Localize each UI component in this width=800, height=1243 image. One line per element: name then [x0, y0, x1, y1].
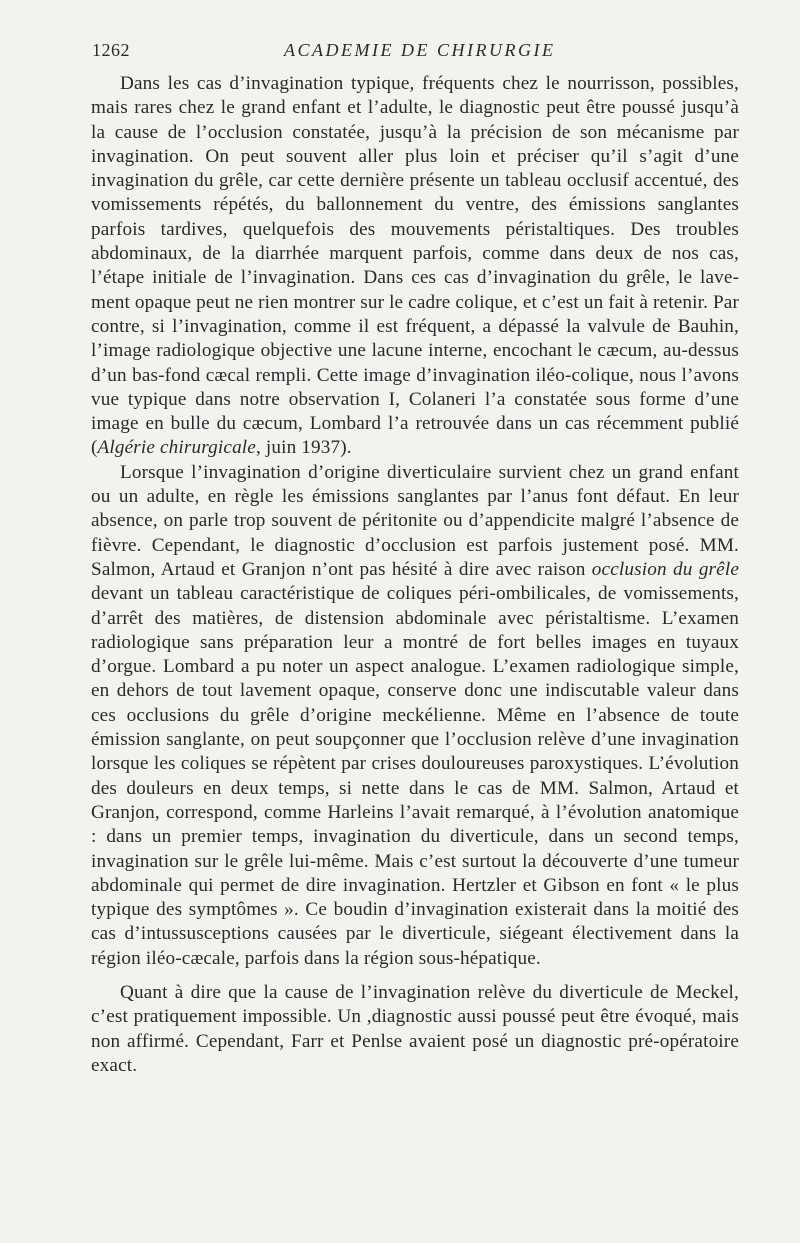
running-title: ACADEMIE DE CHIRURGIE: [284, 40, 556, 60]
paragraph-1-end: , juin 1937).: [255, 437, 352, 459]
page-number: 1262: [92, 40, 130, 60]
paragraph-3: [91, 981, 739, 1078]
body-text: [91, 72, 739, 1078]
paragraph-2-end: devant un tableau caractéristique de coliques péri-ombilicales, de vomissements, d’arrêt des matières, de distension abdominale avec péristaltisme. L’examen radiologique sans préparation leur a montré de fort belles images en tuyaux d’orgue. Lombard a pu noter un aspect analogue. L’examen radiologique simple, en dehors de tout lavement opaque, conserve donc une indiscutable valeur dans ces occlusions du grêle d’origine meckélienne. Même en l’absence de toute émission sanglante, on peut soupçonner que l’occlusion relève d’une invagination lorsque les coliques se répètent par crises douloureuses paroxystiques. L’évolution des douleurs en deux temps, si nette dans le cas de MM. Salmon, Artaud et Granjon, correspond, comme Harleins l’avait remarqué, à l’évolution anatomique : dans un premier temps, invagination du diverticule, dans un second temps, invagination sur le grêle lui-même. Mais c’est surtout la découverte d’une tumeur abdominale qui permet de dire invagination. Hertzler et Gibson en font « le plus typique des symptômes ». Ce boudin d’invagination existerait dans la moitié des cas d’intussusceptions causées par le diverticule, siégeant électivement dans la région iléo-cæcale, parfois dans la région sous-hépatique.: [91, 583, 739, 969]
page-header: [88, 34, 738, 62]
paragraph-3-text: Quant à dire que la cause de l’invagination relève du diverticule de Meckel, c’est pratiquement impossible. Un ,diagnostic aussi poussé peut être évoqué, mais non affirmé. Cependant, Farr et Penlse avaient posé un diagnostic pré-opératoire exact.: [91, 981, 739, 1076]
paragraph-2-text: Lorsque l’invagination d’origine diverticulaire survient chez un grand enfant ou un adulte, en règle les émissions sanglantes par l’anus font défaut. En leur absence, on parle trop souvent de péritonite ou d’appendicite malgré l’absence de fièvre. Cependant, le diagnostic d’occlusion est parfois justement posé. MM. Salmon, Artaud et Granjon n’ont pas hésité à dire avec raison: [91, 461, 739, 580]
italic-quote: occlusion du grêle: [591, 558, 739, 580]
journal-title: Algérie chirurgicale: [97, 437, 256, 459]
paragraph-1: [91, 72, 739, 461]
paragraph-1-text: Dans les cas d’invagination typique, fréquents chez le nourrisson, possibles, mais rares chez le grand enfant et l’adulte, le diagnostic peut être poussé jusqu’à la cause de l’occlusion constatée, jusqu’à la précision de son mécanisme par invagination. On peut souvent aller plus loin et préciser qu’il s’agit d’une invagination du grêle, car cette dernière présente un tableau occlusif accentué, des vomissements répétés, du ballonnement du ventre, des émissions sanglantes parfois tardives, quelquefois des mouvements péristaltiques. Des troubles abdominaux, de la diarrhée marquent parfois, comme dans deux de nos cas, l’étape initiale de l’invagination. Dans ces cas d’invagination du grêle, le lavement opaque peut ne rien montrer sur le cadre colique, et c’est un fait à retenir. Par contre, si l’invagination, comme il est fréquent, a dépassé la valvule de Bauhin, l’image radiologique objective une lacune interne, encochant le cæcum, au-dessus d’un bas-fond cæcal rempli. Cette image d’invagination iléo-colique, nous l’avons vue typique dans notre observation I, Colaneri l’a constatée sous forme d’une image en bulle du cæcum, Lombard l’a retrouvée dans un cas récemment publié (: [91, 73, 739, 459]
paragraph-2: [91, 461, 739, 971]
